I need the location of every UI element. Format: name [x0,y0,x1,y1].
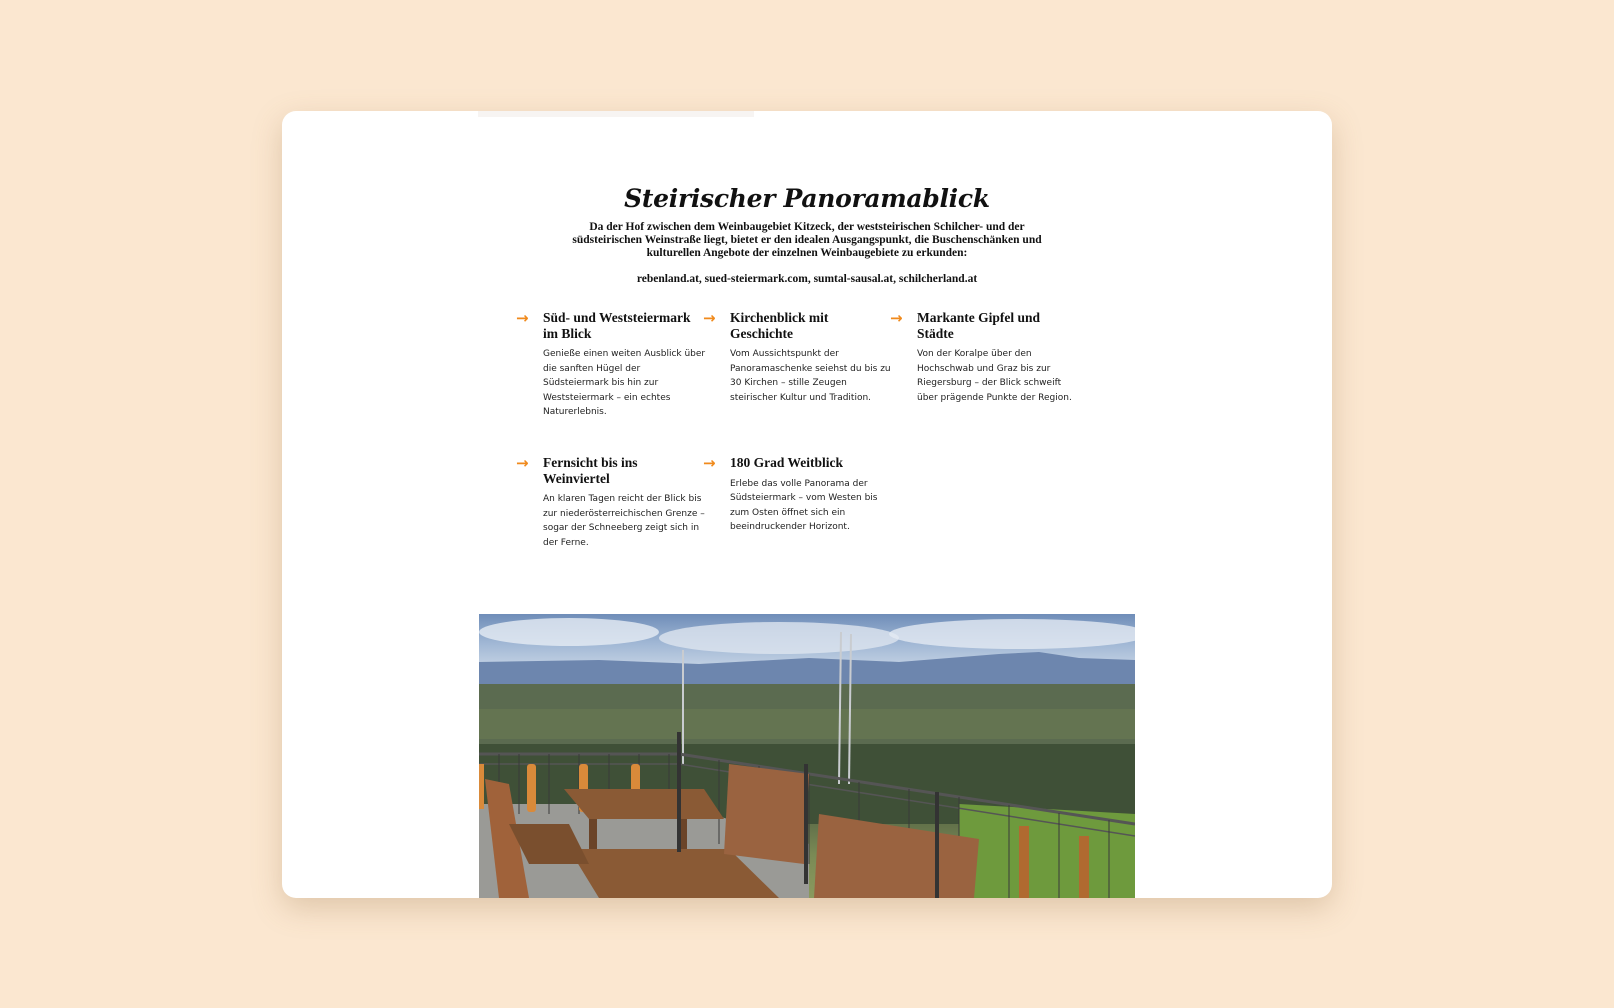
intro-text: Da der Hof zwischen dem Weinbaugebiet Kitzeck, der weststeirischen Schilcher- und der südsteirischen Weinstraße liegt, bietet er den idealen Ausgangspunkt, die Buschenschänken und kulturellen Angebote der einzelnen Weinbaugebiete zu erkunden: [572,221,1042,259]
arrow-right-icon: → [703,454,716,472]
feature-text: Von der Koralpe über den Hochschwab und Graz bis zur Riegersburg – der Blick schweift über prägende Punkte der Region. [917,349,1072,403]
feature-item [703,310,893,405]
panorama-photo [479,614,1135,898]
arrow-right-icon: → [516,309,529,327]
region-links: rebenland.at, sued-steiermark.com, sumtal-sausal.at, schilcherland.at [636,273,978,285]
page-title: Steirischer Panoramablick [624,184,990,213]
arrow-right-icon: → [516,454,529,472]
feature-item [516,310,706,420]
feature-text: Erlebe das volle Panorama der Südsteiermark – vom Westen bis zum Osten öffnet sich ein beeindruckender Horizont. [730,478,878,532]
content-card [282,111,1332,898]
feature-text: Genieße einen weiten Ausblick über die sanften Hügel der Südsteiermark bis hin zur Weststeiermark – ein echtes Naturerlebnis. [543,349,706,417]
feature-text: An klaren Tagen reicht der Blick bis zur niederösterreichischen Grenze – sogar der Schneeberg zeigt sich in der Ferne. [543,494,705,548]
arrow-right-icon: → [890,309,903,327]
terrace-illustration [479,614,1135,898]
feature-text: Vom Aussichtspunkt der Panoramaschenke seiehst du bis zu 30 Kirchen – stille Zeugen steirischer Kultur und Tradition. [730,349,891,403]
feature-title: 180 Grad Weitblick [730,455,844,470]
feature-title: Kirchenblick mit Geschichte [730,310,829,341]
feature-title: Markante Gipfel und Städte [917,310,1041,341]
feature-title: Fernsicht bis ins Weinviertel [543,455,638,486]
feature-item [890,310,1080,405]
feature-title: Süd- und Weststeiermark im Blick [543,310,691,341]
top-strip [478,111,754,117]
arrow-right-icon: → [703,309,716,327]
feature-item [703,455,893,535]
feature-item [516,455,706,550]
